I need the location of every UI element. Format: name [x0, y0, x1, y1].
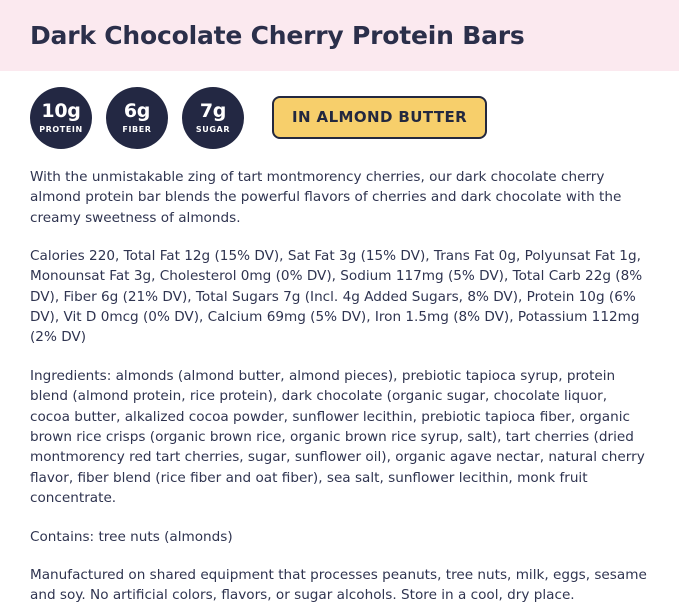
badge-fiber — [106, 87, 168, 149]
title-banner — [0, 0, 679, 71]
badge-protein-amount: 10g — [41, 99, 81, 122]
badge-fiber-amount: 6g — [123, 99, 151, 122]
badge-sugar — [182, 87, 244, 149]
badge-fiber-label: FIBER — [122, 124, 152, 134]
badge-sugar-label: SUGAR — [195, 124, 231, 134]
allergen-paragraph: Contains: tree nuts (almonds) — [30, 528, 233, 545]
manufacturing-paragraph: Manufactured on shared equipment that processes peanuts, tree nuts, milk, eggs, sesame and soy. No artificial colors, flavors, or sugar alcohols. Store in a cool, dry place. — [30, 567, 647, 604]
product-body — [0, 159, 679, 606]
variant-pill: IN ALMOND BUTTER — [272, 96, 487, 139]
page-title: Dark Chocolate Cherry Protein Bars — [30, 21, 525, 50]
nutrition-paragraph: Calories 220, Total Fat 12g (15% DV), Sat Fat 3g (15% DV), Trans Fat 0g, Polyunsat Fat 1g, Monounsat Fat 3g, Cholesterol 0mg (0% DV), Sodium 117mg (5% DV), Total Carb 22g (8% DV), Fiber 6g (21% DV), Total Sugars 7g (Incl. 4g Added Sugars, 8% DV), Protein 10g (6% DV), Vit D 0mcg (0% DV), Calcium 69mg (5% DV), Iron 1.5mg (8% DV), Potassium 112mg (2% DV) — [30, 247, 643, 346]
badge-protein-label: PROTEIN — [39, 124, 83, 134]
badge-protein — [30, 87, 92, 149]
description-paragraph: With the unmistakable zing of tart montmorency cherries, our dark chocolate cherry almond protein bar blends the powerful flavors of cherries and dark chocolate with the creamy sweetness of almonds. — [30, 168, 622, 226]
ingredients-paragraph: Ingredients: almonds (almond butter, almond pieces), prebiotic tapioca syrup, protein blend (almond protein, rice protein), dark chocolate (organic sugar, chocolate liquor, cocoa butter, alkalized cocoa powder, sunflower lecithin, prebiotic tapioca fiber, organic brown rice crisps (organic brown rice, organic brown rice syrup, salt), tart cherries (dried montmorency red tart cherries, sugar, sunflower oil), organic agave nectar, natural cherry flavor, fiber blend (rice fiber and oat fiber), sea salt, sunflower lecithin, monk fruit concentrate. — [30, 367, 645, 507]
badge-sugar-amount: 7g — [199, 99, 227, 122]
nutrition-badges-row — [0, 71, 679, 159]
